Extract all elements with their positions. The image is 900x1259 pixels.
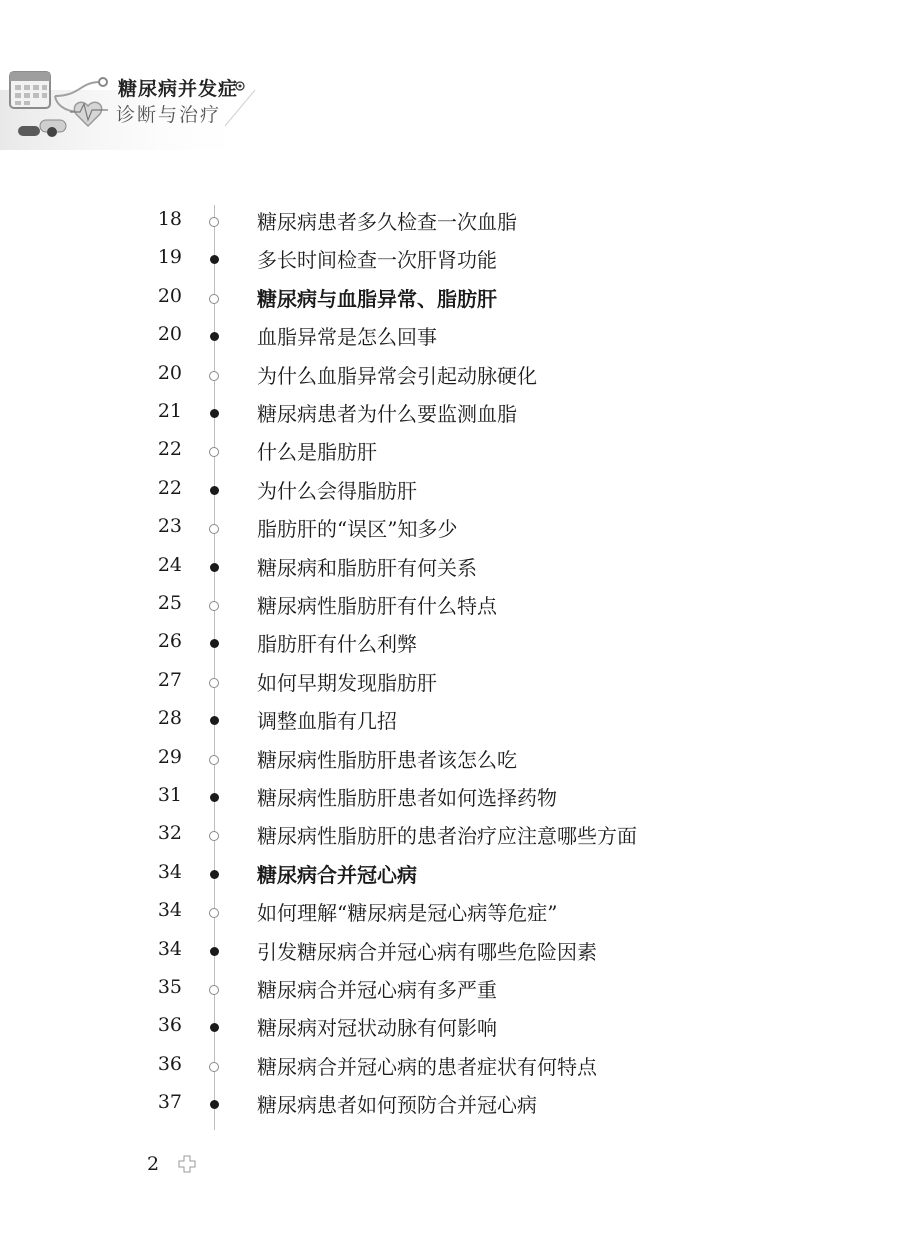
page-number: 2 xyxy=(147,1153,160,1175)
toc-entry-title: 调整血脂有几招 xyxy=(257,709,397,734)
toc-entry xyxy=(0,970,900,1008)
toc-page-number: 20 xyxy=(157,361,182,384)
toc-page-number: 20 xyxy=(157,323,182,346)
toc-entry xyxy=(0,509,900,547)
toc-page-number: 36 xyxy=(157,1052,182,1075)
toc-entry xyxy=(0,394,900,432)
open-dot-icon xyxy=(209,524,219,534)
toc-page-number: 22 xyxy=(157,476,182,499)
toc-entry-title: 为什么会得脂肪肝 xyxy=(257,478,417,503)
toc-entry-title: 为什么血脂异常会引起动脉硬化 xyxy=(257,363,537,388)
toc-entry xyxy=(0,202,900,240)
toc-page-number: 28 xyxy=(157,707,182,730)
toc-entry-title: 引发糖尿病合并冠心病有哪些危险因素 xyxy=(257,939,597,964)
toc-page-number: 36 xyxy=(157,1014,182,1037)
toc-entry-title: 脂肪肝的“误区”知多少 xyxy=(257,517,458,542)
toc-page-number: 24 xyxy=(157,553,182,576)
toc-entry xyxy=(0,778,900,816)
toc-entry-title: 糖尿病性脂肪肝患者该怎么吃 xyxy=(257,747,517,772)
toc-page-number: 32 xyxy=(157,822,182,845)
toc-entry-title: 糖尿病性脂肪肝的患者治疗应注意哪些方面 xyxy=(257,824,637,849)
toc-page-number: 21 xyxy=(157,400,182,422)
toc-entry xyxy=(0,624,900,662)
open-dot-icon xyxy=(209,1062,219,1072)
toc-entry-title: 糖尿病和脂肪肝有何关系 xyxy=(257,555,477,580)
toc-page-number: 34 xyxy=(157,937,182,960)
filled-dot-icon xyxy=(210,409,219,418)
toc-page-number: 34 xyxy=(157,860,182,883)
open-dot-icon xyxy=(209,371,219,381)
toc-page-number: 23 xyxy=(157,515,182,538)
open-dot-icon xyxy=(209,831,219,841)
open-dot-icon xyxy=(209,755,219,765)
toc-entry-title: 血脂异常是怎么回事 xyxy=(257,325,437,350)
toc-page-number: 18 xyxy=(157,208,182,230)
toc-entry-title: 糖尿病合并冠心病的患者症状有何特点 xyxy=(257,1054,597,1079)
open-dot-icon xyxy=(209,678,219,688)
open-dot-icon xyxy=(209,447,219,457)
book-subtitle: 诊断与治疗 xyxy=(116,104,222,126)
toc-entry xyxy=(0,701,900,739)
filled-dot-icon xyxy=(210,639,219,648)
toc-entry-title: 如何早期发现脂肪肝 xyxy=(257,670,437,695)
toc-entry xyxy=(0,432,900,470)
toc-entry xyxy=(0,548,900,586)
toc-entry xyxy=(0,740,900,778)
toc-entry xyxy=(0,816,900,854)
toc-entry-title: 糖尿病患者为什么要监测血脂 xyxy=(257,402,517,426)
filled-dot-icon xyxy=(210,486,219,495)
filled-dot-icon xyxy=(210,870,219,879)
toc-page-number: 37 xyxy=(157,1091,182,1114)
toc-page-number: 27 xyxy=(157,668,182,691)
book-title: 糖尿病并发症 xyxy=(118,78,239,100)
toc-entry-title: 脂肪肝有什么利弊 xyxy=(257,632,417,657)
filled-dot-icon xyxy=(210,255,219,264)
toc-entry-title: 如何理解“糖尿病是冠心病等危症” xyxy=(257,901,558,926)
filled-dot-icon xyxy=(210,947,219,956)
toc-entry-title: 糖尿病性脂肪肝患者如何选择药物 xyxy=(257,786,557,810)
toc-entry xyxy=(0,317,900,355)
toc-page-number: 29 xyxy=(157,745,182,768)
toc-entry xyxy=(0,932,900,970)
toc-section-heading: 糖尿病合并冠心病 xyxy=(257,862,417,887)
toc-entry xyxy=(0,1085,900,1123)
filled-dot-icon xyxy=(210,332,219,341)
toc-entry xyxy=(0,1047,900,1085)
toc-page-number: 22 xyxy=(157,438,182,461)
toc-entry-title: 多长时间检查一次肝肾功能 xyxy=(257,248,497,273)
toc-entry xyxy=(0,356,900,394)
toc-entry xyxy=(0,586,900,624)
open-dot-icon xyxy=(209,601,219,611)
toc-page-number: 25 xyxy=(157,592,182,614)
open-dot-icon xyxy=(209,294,219,304)
toc-entry xyxy=(0,663,900,701)
toc-entry xyxy=(0,893,900,931)
toc-entry-title: 糖尿病对冠状动脉有何影响 xyxy=(257,1016,497,1041)
toc-entry xyxy=(0,279,900,317)
toc-page-number: 19 xyxy=(157,246,182,269)
toc-page-number: 34 xyxy=(157,899,182,922)
toc-entry-title: 糖尿病性脂肪肝有什么特点 xyxy=(257,594,497,618)
open-dot-icon xyxy=(209,908,219,918)
plus-icon xyxy=(178,1155,196,1173)
filled-dot-icon xyxy=(210,563,219,572)
filled-dot-icon xyxy=(210,716,219,725)
toc-page-number: 31 xyxy=(157,784,182,806)
open-dot-icon xyxy=(209,985,219,995)
filled-dot-icon xyxy=(210,793,219,802)
toc-section-heading: 糖尿病与血脂异常、脂肪肝 xyxy=(257,286,497,311)
toc-page-number: 26 xyxy=(157,630,182,653)
filled-dot-icon xyxy=(210,1023,219,1032)
toc-page-number: 20 xyxy=(157,284,182,307)
toc-page-number: 35 xyxy=(157,976,182,998)
toc-entry-title: 糖尿病患者如何预防合并冠心病 xyxy=(257,1093,537,1118)
toc-entry-title: 什么是脂肪肝 xyxy=(257,440,377,465)
filled-dot-icon xyxy=(210,1100,219,1109)
toc-entry xyxy=(0,240,900,278)
toc-entry xyxy=(0,855,900,893)
open-dot-icon xyxy=(209,217,219,227)
toc-entry-title: 糖尿病患者多久检查一次血脂 xyxy=(257,210,517,234)
toc-entry xyxy=(0,471,900,509)
toc-entry xyxy=(0,1008,900,1046)
toc-entry-title: 糖尿病合并冠心病有多严重 xyxy=(257,978,497,1002)
